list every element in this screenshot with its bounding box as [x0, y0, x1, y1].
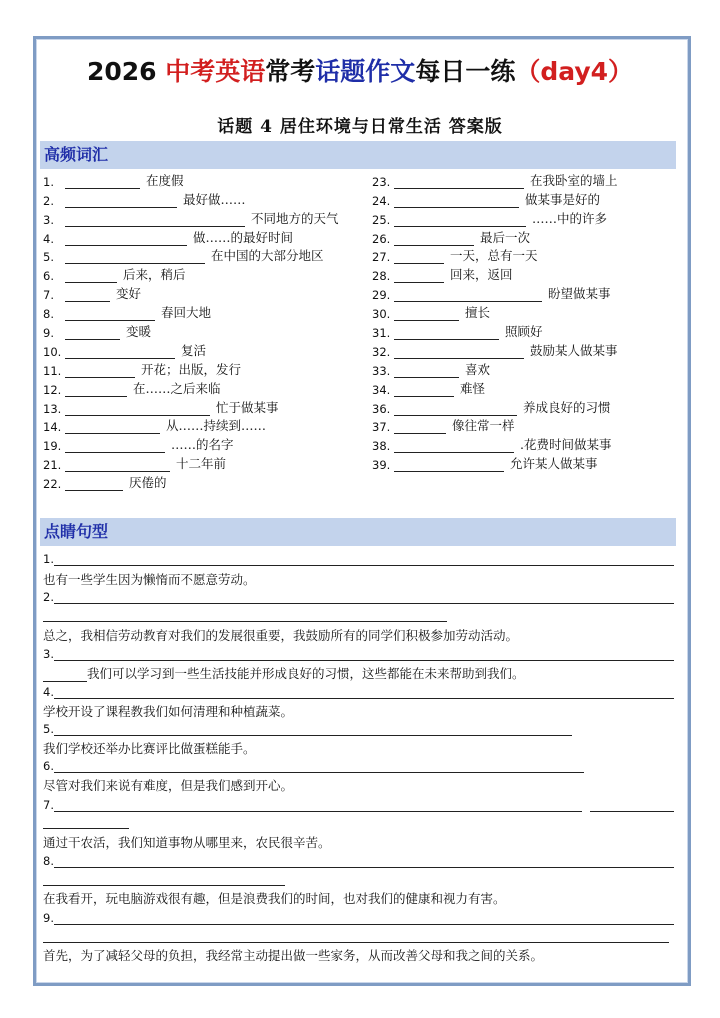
sentence-1-chinese: 也有一些学生因为懒惰而不愿意劳动。 [43, 572, 256, 587]
sentence-9-chinese: 首先，为了减轻父母的负担，我经常主动提出做一些家务，从而改善父母和我之间的关系。 [43, 948, 544, 963]
title-subject: 中考英语 [165, 57, 266, 86]
vocab-number: 5. [43, 250, 54, 265]
vocab-left-column [43, 170, 363, 491]
vocab-item [372, 434, 677, 453]
vocab-meaning: 照顾好 [505, 324, 543, 340]
vocab-meaning: 一天，总有一天 [450, 248, 538, 264]
vocab-meaning: .花费时间做某事 [520, 437, 612, 453]
sentence-3-chinese [43, 664, 525, 682]
vocab-item [43, 359, 363, 378]
vocab-number: 30. [372, 307, 391, 322]
answer-line[interactable] [54, 686, 674, 699]
vocab-number: 31. [372, 326, 391, 341]
title-topic: 话题作文 [315, 57, 416, 86]
sentence-number: 5. [43, 722, 54, 736]
sentence-2-line[interactable] [43, 589, 674, 604]
answer-blank[interactable] [65, 270, 117, 283]
sentence-5-chinese: 我们学校还举办比赛评比做蛋糕能手。 [43, 741, 256, 756]
vocab-item [43, 397, 363, 416]
vocab-item [43, 302, 363, 321]
answer-blank[interactable] [394, 176, 524, 189]
sentence-8-chinese: 在我看开，玩电脑游戏很有趣，但是浪费我们的时间，也对我们的健康和视力有害。 [43, 891, 506, 906]
answer-blank[interactable] [65, 421, 160, 434]
sentence-number: 3. [43, 647, 54, 661]
answer-blank[interactable] [65, 176, 140, 189]
answer-blank[interactable] [65, 365, 135, 378]
vocab-meaning: 鼓励某人做某事 [530, 342, 618, 358]
answer-line[interactable] [54, 723, 572, 736]
answer-blank[interactable] [65, 459, 170, 472]
vocab-number: 25. [372, 212, 391, 227]
vocab-meaning: 在中国的大部分地区 [211, 248, 324, 264]
vocab-number: 23. [372, 174, 391, 189]
vocab-right-column [372, 170, 677, 472]
vocab-number: 1. [43, 174, 54, 189]
answer-blank[interactable] [65, 384, 127, 397]
vocab-meaning: 复活 [181, 342, 207, 358]
answer-blank[interactable] [65, 440, 165, 453]
vocab-item [372, 208, 677, 227]
vocab-number: 33. [372, 363, 391, 378]
vocab-meaning: 回来，返回 [450, 267, 513, 283]
page-title [0, 52, 720, 88]
answer-line[interactable] [54, 648, 674, 661]
sentence-6-chinese: 尽管对我们来说有难度，但是我们感到开心。 [43, 778, 294, 793]
answer-line[interactable] [54, 591, 674, 604]
sentence-number: 1. [43, 552, 54, 566]
vocab-number: 2. [43, 193, 54, 208]
sentence-number: 7. [43, 798, 54, 812]
answer-blank[interactable] [65, 233, 187, 246]
vocab-number: 39. [372, 458, 391, 473]
vocab-number: 34. [372, 382, 391, 397]
sentence-8-line[interactable] [43, 853, 674, 868]
sentence-9-line-b[interactable] [43, 928, 669, 943]
sentence-2-line-b[interactable] [43, 607, 447, 622]
sentence-number: 4. [43, 685, 54, 699]
vocab-meaning: 在我卧室的墙上 [530, 172, 618, 188]
answer-blank[interactable] [394, 251, 444, 264]
vocab-item [43, 453, 363, 472]
vocab-number: 4. [43, 231, 54, 246]
vocab-number: 3. [43, 212, 54, 227]
vocab-meaning: 养成良好的习惯 [523, 399, 611, 415]
vocab-item [43, 378, 363, 397]
answer-line[interactable] [54, 855, 674, 868]
vocab-item [372, 283, 677, 302]
vocab-number: 10. [43, 344, 62, 359]
answer-blank[interactable] [65, 289, 110, 302]
vocab-number: 24. [372, 193, 391, 208]
sentence-7-line[interactable] [43, 797, 674, 812]
answer-blank[interactable] [394, 233, 474, 246]
vocab-meaning: 最后一次 [480, 229, 531, 245]
sentence-6-line[interactable] [43, 758, 584, 773]
vocab-meaning: 难怪 [460, 380, 486, 396]
vocab-item [372, 264, 677, 283]
vocab-number: 14. [43, 420, 62, 435]
vocab-meaning: 春回大地 [161, 305, 212, 321]
answer-blank[interactable] [65, 403, 210, 416]
vocab-item [372, 170, 677, 189]
vocab-number: 7. [43, 288, 54, 303]
answer-line[interactable] [43, 873, 285, 886]
vocab-meaning: 变暖 [126, 324, 152, 340]
vocab-number: 37. [372, 420, 391, 435]
vocab-number: 27. [372, 250, 391, 265]
vocab-meaning: 后来，稍后 [123, 267, 186, 283]
vocab-meaning: 开花；出版，发行 [141, 361, 242, 377]
vocab-number: 6. [43, 269, 54, 284]
vocab-item [372, 378, 677, 397]
vocab-meaning: 擅长 [465, 305, 491, 321]
answer-blank[interactable] [394, 403, 517, 416]
vocab-number: 19. [43, 439, 62, 454]
sentence-7-line-b[interactable] [43, 814, 129, 829]
vocab-number: 11. [43, 363, 62, 378]
answer-blank[interactable] [394, 289, 542, 302]
vocab-meaning: 在度假 [146, 172, 184, 188]
vocab-section-header: 高频词汇 [40, 141, 676, 169]
vocab-item [372, 359, 677, 378]
vocab-item [372, 453, 677, 472]
vocab-item [43, 321, 363, 340]
answer-blank[interactable] [394, 421, 446, 434]
answer-blank[interactable] [65, 327, 120, 340]
vocab-number: 13. [43, 401, 62, 416]
answer-blank[interactable] [65, 308, 155, 321]
vocab-number: 12. [43, 382, 62, 397]
sentence-number: 2. [43, 590, 54, 604]
vocab-meaning: 喜欢 [465, 361, 491, 377]
vocab-meaning: 从……持续到…… [166, 418, 267, 434]
answer-blank[interactable] [394, 327, 499, 340]
answer-line[interactable] [43, 930, 669, 943]
vocab-item [372, 189, 677, 208]
title-common: 常考 [265, 57, 316, 86]
vocab-meaning: 厌倦的 [129, 475, 167, 491]
vocab-item [372, 416, 677, 435]
answer-line[interactable] [43, 669, 87, 682]
vocab-number: 28. [372, 269, 391, 284]
vocab-meaning: 最好做…… [183, 191, 246, 207]
vocab-meaning: 十二年前 [176, 456, 227, 472]
vocab-item [43, 264, 363, 283]
answer-line[interactable] [54, 760, 584, 773]
title-day: （day4） [515, 57, 634, 86]
vocab-item [372, 227, 677, 246]
vocab-number: 9. [43, 326, 54, 341]
answer-blank[interactable] [65, 195, 177, 208]
vocab-meaning: 变好 [116, 286, 142, 302]
answer-blank[interactable] [65, 346, 175, 359]
answer-line[interactable] [43, 609, 447, 622]
sentence-5-line[interactable] [43, 721, 572, 736]
vocab-item [372, 302, 677, 321]
sentence-number: 6. [43, 759, 54, 773]
vocab-item [372, 340, 677, 359]
sentence-3-text: 我们可以学习到一些生活技能并形成良好的习惯，这些都能在未来帮助到我们。 [87, 666, 525, 681]
title-daily: 每日一练 [415, 57, 516, 86]
vocab-meaning: 允许某人做某事 [510, 456, 598, 472]
vocab-meaning: 盼望做某事 [548, 286, 611, 302]
answer-blank[interactable] [394, 270, 444, 283]
vocab-item [372, 246, 677, 265]
answer-line[interactable] [54, 799, 582, 812]
vocab-item [43, 246, 363, 265]
title-year: 2026 [86, 57, 157, 86]
answer-blank[interactable] [394, 384, 454, 397]
answer-line[interactable] [54, 553, 674, 566]
sentence-3-line[interactable] [43, 646, 674, 661]
answer-blank[interactable] [394, 214, 526, 227]
vocab-item [43, 170, 363, 189]
vocab-item [372, 321, 677, 340]
answer-blank[interactable] [394, 308, 459, 321]
answer-blank[interactable] [65, 214, 245, 227]
vocab-number: 26. [372, 231, 391, 246]
answer-blank[interactable] [394, 459, 504, 472]
vocab-item [43, 434, 363, 453]
vocab-meaning: 在……之后来临 [133, 380, 221, 396]
answer-blank[interactable] [394, 346, 524, 359]
sentence-7-chinese: 通过干农活，我们知道事物从哪里来，农民很辛苦。 [43, 835, 331, 850]
vocab-meaning: 做……的最好时间 [193, 229, 294, 245]
vocab-meaning: 不同地方的天气 [251, 210, 339, 226]
sentence-section-header: 点睛句型 [40, 518, 676, 546]
sentence-number: 9. [43, 911, 54, 925]
vocab-item [372, 397, 677, 416]
answer-blank[interactable] [65, 251, 205, 264]
vocab-item [43, 340, 363, 359]
vocab-number: 29. [372, 288, 391, 303]
answer-line[interactable] [54, 912, 674, 925]
vocab-item [43, 472, 363, 491]
vocab-item [43, 283, 363, 302]
sentence-4-line[interactable] [43, 684, 674, 699]
sentence-number: 8. [43, 854, 54, 868]
vocab-item [43, 208, 363, 227]
vocab-meaning: ……的名字 [171, 437, 234, 453]
answer-blank[interactable] [394, 440, 514, 453]
vocab-item [43, 227, 363, 246]
sentence-4-chinese: 学校开设了课程教我们如何清理和种植蔬菜。 [43, 704, 294, 719]
vocab-number: 8. [43, 307, 54, 322]
vocab-meaning: 像往常一样 [452, 418, 515, 434]
vocab-item [43, 189, 363, 208]
sentence-2-chinese: 总之，我相信劳动教育对我们的发展很重要，我鼓励所有的同学们积极参加劳动活动。 [43, 628, 519, 643]
vocab-item [43, 416, 363, 435]
sentence-9-line[interactable] [43, 910, 674, 925]
answer-line[interactable] [590, 799, 674, 812]
vocab-number: 21. [43, 458, 62, 473]
sentence-1-line[interactable] [43, 551, 674, 566]
vocab-number: 38. [372, 439, 391, 454]
page-subtitle: 话题 4 居住环境与日常生活 答案版 [217, 117, 503, 137]
vocab-meaning: 忙于做某事 [216, 399, 279, 415]
vocab-number: 32. [372, 344, 391, 359]
vocab-meaning: 做某事是好的 [525, 191, 601, 207]
vocab-number: 36. [372, 401, 391, 416]
vocab-number: 22. [43, 477, 62, 492]
answer-line[interactable] [43, 816, 129, 829]
sentence-8-line-b[interactable] [43, 871, 285, 886]
vocab-meaning: ……中的许多 [532, 210, 608, 226]
answer-blank[interactable] [65, 478, 123, 491]
answer-blank[interactable] [394, 195, 519, 208]
answer-blank[interactable] [394, 365, 459, 378]
